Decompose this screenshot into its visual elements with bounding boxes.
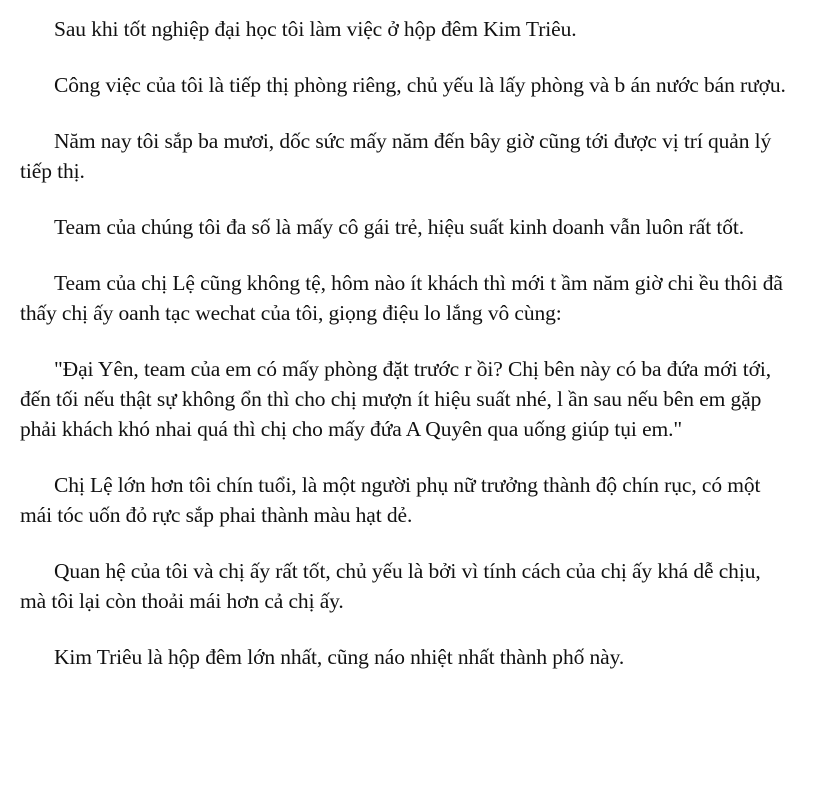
- paragraph: Sau khi tốt nghiệp đại học tôi làm việc ở hộp đêm Kim Triêu.: [54, 17, 577, 41]
- paragraph: Năm nay tôi sắp ba mươi, dốc sức mấy năm đến bây giờ cũng tới được vị trí quản lý tiếp thị.: [20, 129, 772, 183]
- document-page: [20, 14, 790, 672]
- paragraph: Team của chị Lệ cũng không tệ, hôm nào ít khách thì mới t ầm năm giờ chi ều thôi đã thấy chị ấy oanh tạc wechat của tôi, giọng điệu lo lắng vô cùng:: [20, 271, 783, 325]
- paragraph: Quan hệ của tôi và chị ấy rất tốt, chủ yếu là bởi vì tính cách của chị ấy khá dễ chịu, mà tôi lại còn thoải mái hơn cả chị ấy.: [20, 559, 761, 613]
- paragraph: Công việc của tôi là tiếp thị phòng riêng, chủ yếu là lấy phòng và b án nước bán rượu.: [54, 73, 786, 97]
- paragraph: "Đại Yên, team của em có mấy phòng đặt trước r ồi? Chị bên này có ba đứa mới tới, đến tối nếu thật sự không ổn thì cho chị mượn ít hiệu suất nhé, l ần sau nếu bên em gặp phải khách khó nhai quá thì chị cho mấy đứa A Quyên qua uống giúp tụi em.": [20, 357, 772, 441]
- paragraph: Team của chúng tôi đa số là mấy cô gái trẻ, hiệu suất kinh doanh vẫn luôn rất tốt.: [54, 215, 745, 239]
- paragraph: Chị Lệ lớn hơn tôi chín tuổi, là một người phụ nữ trưởng thành độ chín rục, có một mái tóc uốn đỏ rực sắp phai thành màu hạt dẻ.: [20, 473, 761, 527]
- paragraph: Kim Triêu là hộp đêm lớn nhất, cũng náo nhiệt nhất thành phố này.: [54, 645, 625, 669]
